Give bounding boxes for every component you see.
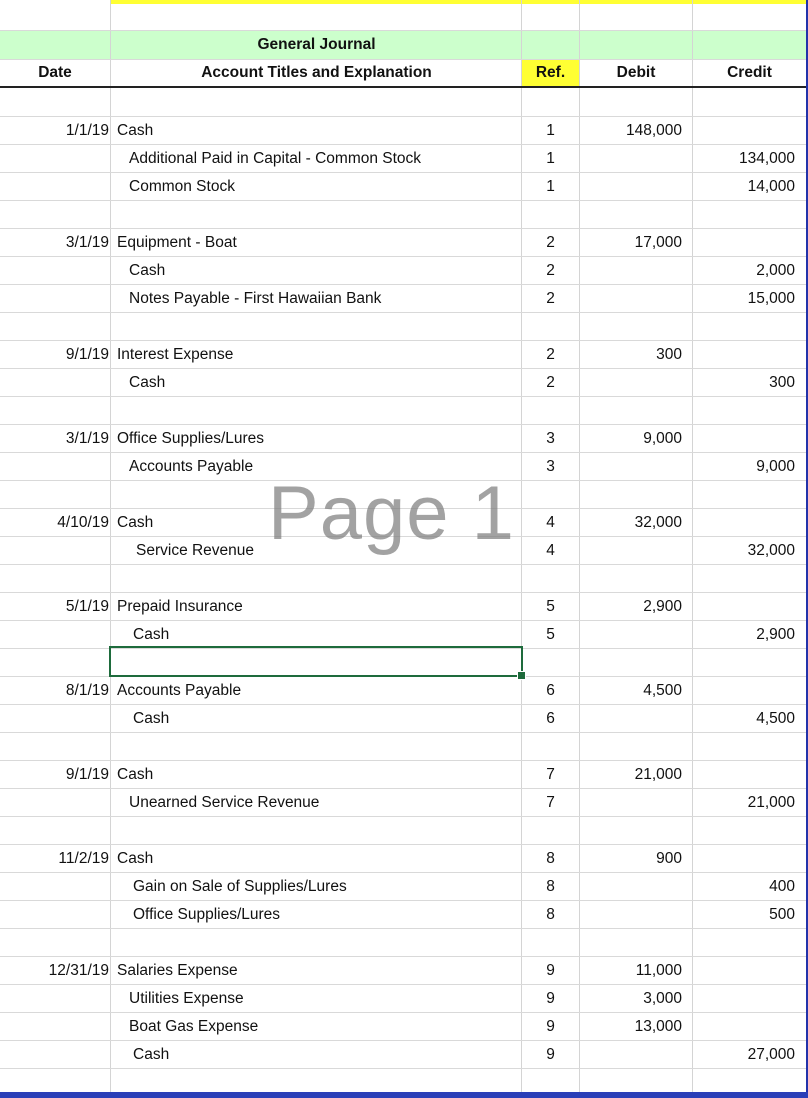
journal-row[interactable] — [0, 1012, 806, 1040]
account-title[interactable]: Cash — [129, 262, 166, 279]
entry-date[interactable]: 1/1/19 — [65, 122, 109, 139]
debit-cell[interactable]: 9,000 — [643, 430, 682, 447]
ref-cell[interactable]: 9 — [546, 962, 555, 979]
debit-cell[interactable]: 900 — [656, 850, 682, 867]
debit-cell[interactable]: 21,000 — [634, 766, 682, 783]
ref-cell[interactable]: 1 — [546, 122, 555, 139]
journal-row[interactable] — [0, 1040, 806, 1068]
journal-row[interactable] — [0, 956, 806, 984]
account-title[interactable]: Office Supplies/Lures — [133, 906, 281, 923]
debit-cell[interactable]: 17,000 — [634, 234, 682, 251]
debit-cell[interactable]: 13,000 — [634, 1018, 682, 1035]
journal-row[interactable] — [0, 620, 806, 648]
entry-date[interactable]: 12/31/19 — [48, 962, 109, 979]
account-title[interactable]: Cash — [133, 710, 170, 727]
account-title[interactable]: Cash — [117, 850, 154, 867]
gridline-row — [0, 312, 806, 313]
entry-date[interactable]: 11/2/19 — [58, 850, 109, 867]
ref-cell[interactable]: 8 — [546, 906, 555, 923]
header-ref: Ref. — [535, 64, 566, 81]
debit-cell[interactable]: 32,000 — [634, 514, 682, 531]
ref-cell[interactable]: 6 — [546, 710, 555, 727]
ref-cell[interactable]: 2 — [546, 290, 555, 307]
gridline-row — [0, 30, 806, 31]
credit-cell[interactable]: 14,000 — [747, 178, 795, 195]
top-yellow-fill — [111, 0, 806, 4]
ref-cell[interactable]: 2 — [546, 346, 555, 363]
journal-row[interactable] — [0, 172, 806, 200]
credit-cell[interactable]: 2,900 — [756, 626, 795, 643]
credit-cell[interactable]: 500 — [769, 906, 795, 923]
journal-row[interactable] — [0, 228, 806, 256]
account-title[interactable]: Office Supplies/Lures — [117, 430, 265, 447]
account-title[interactable]: Cash — [117, 122, 154, 139]
account-title[interactable]: Cash — [133, 1046, 170, 1063]
ref-cell[interactable]: 9 — [546, 1018, 555, 1035]
account-title[interactable]: Cash — [117, 766, 154, 783]
gridline-row — [0, 928, 806, 929]
credit-cell[interactable]: 32,000 — [747, 542, 795, 559]
debit-cell[interactable]: 3,000 — [643, 990, 682, 1007]
header-rule — [0, 86, 806, 88]
gridline-row — [0, 816, 806, 817]
ref-cell[interactable]: 1 — [546, 150, 555, 167]
entry-date[interactable]: 9/1/19 — [65, 766, 109, 783]
ref-cell[interactable]: 1 — [546, 178, 555, 195]
gridline-row — [0, 59, 806, 60]
gridline-row — [0, 200, 806, 201]
page-watermark: Page 1 — [268, 471, 515, 556]
account-title[interactable]: Gain on Sale of Supplies/Lures — [133, 878, 347, 895]
account-title[interactable]: Interest Expense — [117, 346, 234, 363]
account-title[interactable]: Equipment - Boat — [117, 234, 237, 251]
credit-cell[interactable]: 27,000 — [747, 1046, 795, 1063]
gridline-row — [0, 480, 806, 481]
journal-row[interactable] — [0, 144, 806, 172]
credit-cell[interactable]: 2,000 — [756, 262, 795, 279]
ref-cell[interactable]: 4 — [546, 514, 555, 531]
account-title[interactable]: Service Revenue — [136, 542, 255, 559]
account-title[interactable]: Cash — [117, 514, 154, 531]
journal-row[interactable] — [0, 536, 806, 564]
journal-row[interactable] — [0, 788, 806, 816]
journal-row[interactable] — [0, 844, 806, 872]
journal-row[interactable] — [0, 368, 806, 396]
account-title[interactable]: Cash — [133, 626, 170, 643]
journal-row[interactable] — [0, 452, 806, 480]
gridline-row — [0, 1068, 806, 1069]
journal-row[interactable] — [0, 284, 806, 312]
account-title[interactable]: Additional Paid in Capital - Common Stock — [129, 150, 422, 167]
gridline-row — [0, 396, 806, 397]
debit-cell[interactable]: 4,500 — [643, 682, 682, 699]
account-title[interactable]: Prepaid Insurance — [117, 598, 243, 615]
ref-cell[interactable]: 6 — [546, 682, 555, 699]
debit-cell[interactable]: 11,000 — [635, 962, 682, 979]
debit-cell[interactable]: 148,000 — [625, 122, 682, 139]
journal-row[interactable] — [0, 984, 806, 1012]
journal-row[interactable] — [0, 872, 806, 900]
journal-row[interactable] — [0, 592, 806, 620]
debit-cell[interactable]: 300 — [656, 346, 682, 363]
ref-cell[interactable]: 5 — [546, 598, 555, 615]
account-title[interactable]: Notes Payable - First Hawaiian Bank — [129, 290, 382, 307]
credit-cell[interactable]: 9,000 — [756, 458, 795, 475]
ref-cell[interactable]: 2 — [546, 374, 555, 391]
gridline-row — [0, 732, 806, 733]
credit-cell[interactable]: 21,000 — [747, 794, 795, 811]
gridline-row — [0, 564, 806, 565]
journal-row[interactable] — [0, 424, 806, 452]
ref-cell[interactable]: 7 — [546, 766, 555, 783]
account-title[interactable]: Unearned Service Revenue — [129, 794, 320, 811]
account-title[interactable]: Salaries Expense — [117, 962, 238, 979]
ref-cell[interactable]: 5 — [546, 626, 555, 643]
journal-row[interactable] — [0, 704, 806, 732]
journal-title: General Journal — [257, 36, 376, 53]
ref-cell[interactable]: 3 — [546, 458, 555, 475]
entry-date[interactable]: 8/1/19 — [65, 682, 109, 699]
header-debit: Debit — [616, 64, 656, 81]
journal-row[interactable] — [0, 760, 806, 788]
ref-cell[interactable]: 7 — [546, 794, 555, 811]
fill-handle[interactable] — [517, 671, 526, 680]
account-title[interactable]: Boat Gas Expense — [129, 1018, 259, 1035]
entry-date[interactable]: 9/1/19 — [65, 346, 109, 363]
credit-cell[interactable]: 4,500 — [756, 710, 795, 727]
header-credit: Credit — [727, 64, 772, 81]
window-edge-bottom — [0, 1092, 808, 1098]
account-title[interactable]: Common Stock — [129, 178, 235, 195]
journal-row[interactable] — [0, 900, 806, 928]
journal-row[interactable] — [0, 256, 806, 284]
journal-row[interactable] — [0, 508, 806, 536]
entry-date[interactable]: 5/1/19 — [65, 598, 109, 615]
entry-date[interactable]: 4/10/19 — [57, 514, 109, 531]
debit-cell[interactable]: 2,900 — [643, 598, 682, 615]
credit-cell[interactable]: 134,000 — [738, 150, 795, 167]
account-title[interactable]: Accounts Payable — [129, 458, 254, 475]
account-title[interactable]: Utilities Expense — [129, 990, 244, 1007]
credit-cell[interactable]: 300 — [769, 374, 795, 391]
journal-row[interactable] — [0, 676, 806, 704]
account-title[interactable]: Accounts Payable — [117, 682, 242, 699]
selected-cell[interactable] — [109, 646, 523, 677]
credit-cell[interactable]: 15,000 — [747, 290, 795, 307]
journal-row[interactable] — [0, 340, 806, 368]
header-date: Date — [38, 64, 72, 81]
journal-row[interactable] — [0, 116, 806, 144]
account-title[interactable]: Cash — [129, 374, 166, 391]
ref-cell[interactable]: 9 — [546, 990, 555, 1007]
ref-cell[interactable]: 8 — [546, 878, 555, 895]
ref-cell[interactable]: 4 — [546, 542, 555, 559]
credit-cell[interactable]: 400 — [769, 878, 795, 895]
ref-cell[interactable]: 9 — [546, 1046, 555, 1063]
ref-cell[interactable]: 2 — [546, 262, 555, 279]
header-account: Account Titles and Explanation — [201, 64, 432, 81]
entry-date[interactable]: 3/1/19 — [65, 234, 109, 251]
entry-date[interactable]: 3/1/19 — [65, 430, 109, 447]
ref-cell[interactable]: 2 — [546, 234, 555, 251]
ref-cell[interactable]: 3 — [546, 430, 555, 447]
ref-cell[interactable]: 8 — [546, 850, 555, 867]
